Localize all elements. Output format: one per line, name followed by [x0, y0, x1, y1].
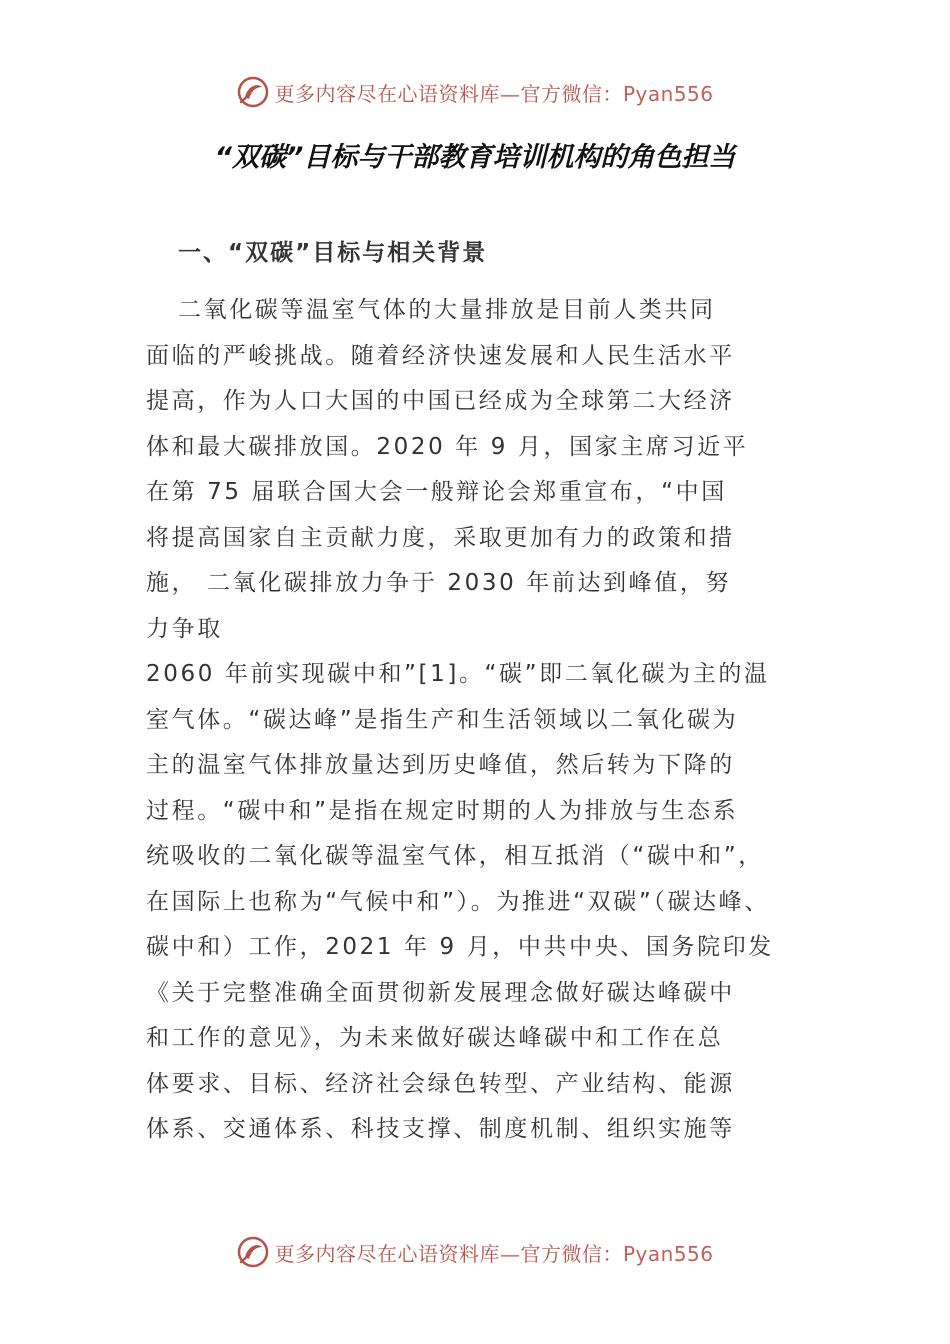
body-line: 面临的严峻挑战。随着经济快速发展和人民生活水平 [146, 342, 735, 369]
document-title: “双碳”目标与干部教育培训机构的角色担当 [214, 142, 736, 173]
body-line: 统吸收的二氧化碳等温室气体，相互抵消（“碳中和”， [146, 843, 764, 869]
body-paragraph [146, 288, 816, 1153]
body-line: 在国际上也称为“气候中和”）。为推进“双碳”（碳达峰、 [146, 888, 770, 915]
header-watermark [0, 72, 950, 112]
brand-logo-icon [236, 1235, 270, 1269]
body-line: 主的温室气体排放量达到历史峰值，然后转为下降的 [146, 752, 735, 778]
body-line: 和工作的意见》，为未来做好碳达峰碳中和工作在总 [146, 1025, 724, 1051]
body-line: 将提高国家自主贡献力度，采取更加有力的政策和措 [146, 524, 735, 551]
body-line: 碳中和）工作，2021 年 9 月，中共中央、国务院印发 [146, 934, 774, 960]
body-line: 过程。“碳中和”是指在规定时期的人为排放与生态系 [146, 797, 739, 824]
body-line: 2060 年前实现碳中和”[1]。“碳”即二氧化碳为主的温 [146, 661, 770, 687]
brand-logo-icon [236, 75, 270, 109]
watermark-text: 更多内容尽在心语资料库—官方微信：Pyan556 [274, 81, 714, 106]
body-line: 体要求、目标、经济社会绿色转型、产业结构、能源 [146, 1070, 735, 1097]
body-line: 在第 75 届联合国大会一般辩论会郑重宣布，“中国 [146, 479, 727, 505]
watermark-text: 更多内容尽在心语资料库—官方微信：Pyan556 [274, 1241, 714, 1266]
body-line: 力争取 [146, 615, 223, 642]
section-heading: 一、“双碳”目标与相关背景 [178, 240, 488, 266]
body-line: 施， 二氧化碳排放力争于 2030 年前达到峰值，努 [146, 570, 732, 596]
body-line: 体和最大碳排放国。2020 年 9 月，国家主席习近平 [146, 433, 749, 460]
footer-watermark [0, 1232, 950, 1272]
body-line: 提高，作为人口大国的中国已经成为全球第二大经济 [146, 388, 735, 414]
body-line: 体系、交通体系、科技支撑、制度机制、组织实施等 [146, 1116, 735, 1142]
body-line: 二氧化碳等温室气体的大量排放是目前人类共同 [178, 297, 716, 323]
body-line: 室气体。“碳达峰”是指生产和生活领域以二氧化碳为 [146, 706, 739, 733]
body-line: 《关于完整准确全面贯彻新发展理念做好碳达峰碳中 [146, 979, 735, 1006]
